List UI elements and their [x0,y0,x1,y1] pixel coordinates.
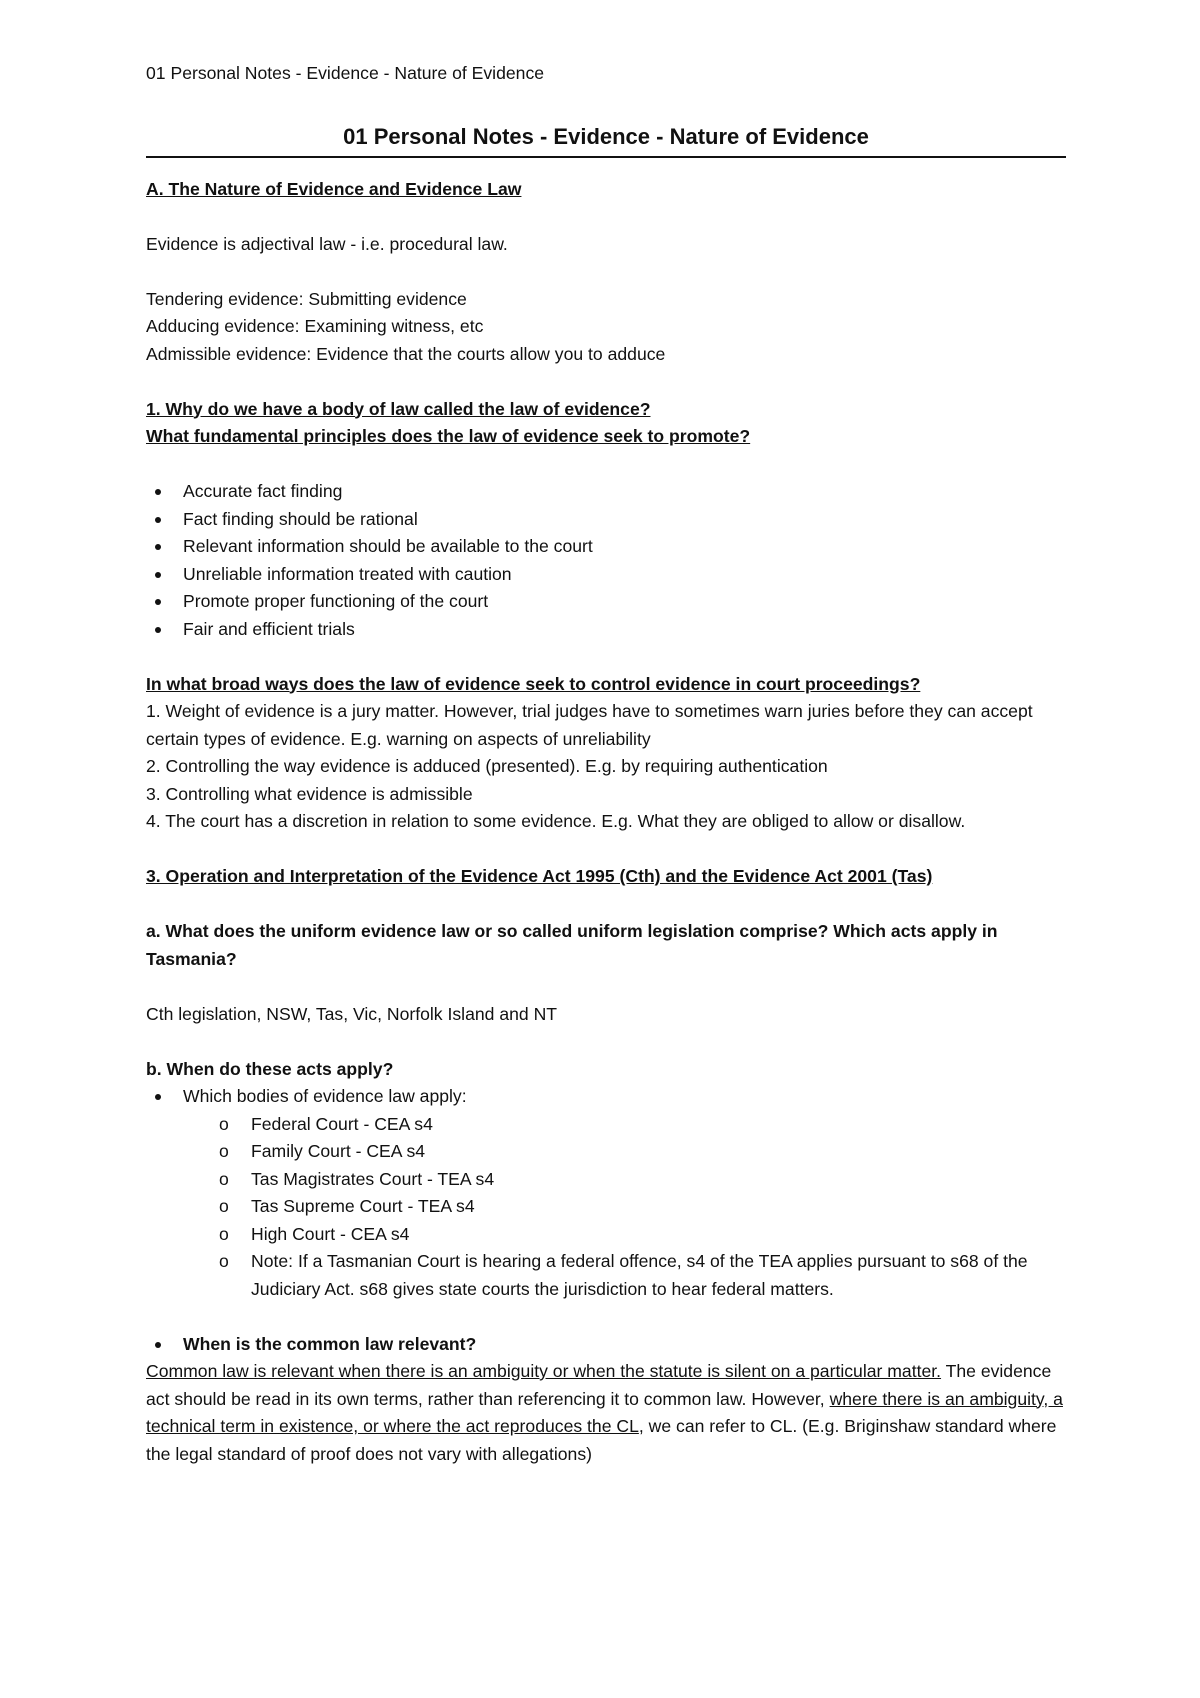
note-text: If a Tasmanian Court is hearing a federal offence, s4 of the TEA applies pursuant to s68 of the Judiciary Act. s68 gives state courts the jurisdiction to hear federal matters. [251,1251,1028,1299]
list-item: Unreliable information treated with caution [146,561,1066,589]
principles-list [146,478,1066,643]
list-marker: o [219,1223,229,1244]
list-item [219,1166,1066,1194]
list-item: Fair and efficient trials [146,616,1066,644]
list-item: Relevant information should be available to the court [146,533,1066,561]
list-item: Promote proper functioning of the court [146,588,1066,616]
court-federal: Federal Court - CEA s4 [251,1113,433,1134]
list-item: Fact finding should be rational [146,506,1066,534]
q2-item-3: 3. Controlling what evidence is admissible [146,783,473,804]
section-a-intro: Evidence is adjectival law - i.e. procedural law. [146,233,508,254]
q2-item-2: 2. Controlling the way evidence is adduced (presented). E.g. by requiring authentication [146,756,828,776]
list-marker: o [219,1141,229,1161]
q2-item-1: 1. Weight of evidence is a jury matter. However, trial judges have to sometimes warn juries before they can accept certain types of evidence. E.g. warning on aspects of unreliability [146,701,1033,749]
question-a-heading: a. What does the uniform evidence law or so called uniform legislation comprise? Which acts apply in Tasmania? [146,921,998,969]
list-marker: o [219,1113,229,1134]
question-b-heading: b. When do these acts apply? [146,1058,394,1079]
question-a-answer: Cth legislation, NSW, Tas, Vic, Norfolk Island and NT [146,1003,558,1024]
common-law-text-2: , we can refer to CL. (E.g. Briginshaw standard where the legal standard of proof does not vary with allegations) [146,1416,1057,1464]
definition-tendering: Tendering evidence: Submitting evidence [146,288,467,309]
running-header: 01 Personal Notes - Evidence - Nature of Evidence [146,63,545,83]
list-item [219,1111,1066,1139]
list-item [219,1221,1066,1249]
court-supreme: Tas Supreme Court - TEA s4 [251,1196,475,1216]
definition-adducing: Adducing evidence: Examining witness, etc [146,316,484,336]
list-marker: o [219,1168,229,1189]
list-item [219,1248,1066,1303]
list-item: Accurate fact finding [146,478,1066,506]
court-magistrates: Tas Magistrates Court - TEA s4 [251,1168,495,1189]
common-law-list [146,1331,1066,1359]
q2-heading: In what broad ways does the law of evidence seek to control evidence in court proceedings? [146,673,921,694]
common-law-exceptions: where there is an ambiguity, a technical term in existence, or where the act reproduces the CL [146,1388,1063,1436]
list-item [219,1138,1066,1166]
list-marker: o [219,1251,229,1271]
common-law-rule: Common law is relevant when there is an ambiguity or when the statute is silent on a particular matter. [146,1361,942,1381]
section-a-heading: A. The Nature of Evidence and Evidence Law [146,178,522,199]
common-law-paragraph [146,1358,1066,1468]
common-law-text-1: The evidence act should be read in its own terms, rather than referencing it to common law. However, [146,1361,1052,1409]
document-page [146,60,1066,1468]
list-item [219,1193,1066,1221]
section-3-heading: 3. Operation and Interpretation of the Evidence Act 1995 (Cth) and the Evidence Act 2001 (Tas) [146,866,933,886]
list-marker: o [219,1196,229,1216]
q1-subheading: What fundamental principles does the law of evidence seek to promote? [146,426,751,446]
common-law-heading: When is the common law relevant? [146,1331,1066,1359]
q1-heading: 1. Why do we have a body of law called the law of evidence? [146,398,651,419]
bodies-list [146,1083,1066,1111]
note-label: Note: [251,1251,294,1271]
q2-item-4: 4. The court has a discretion in relation to some evidence. E.g. What they are obliged to allow or disallow. [146,811,966,831]
court-high: High Court - CEA s4 [251,1223,410,1244]
list-item: Which bodies of evidence law apply: [146,1083,1066,1111]
courts-list [146,1111,1066,1304]
definition-admissible: Admissible evidence: Evidence that the courts allow you to adduce [146,343,666,364]
document-title: 01 Personal Notes - Evidence - Nature of Evidence [146,122,1066,158]
court-family: Family Court - CEA s4 [251,1141,426,1161]
